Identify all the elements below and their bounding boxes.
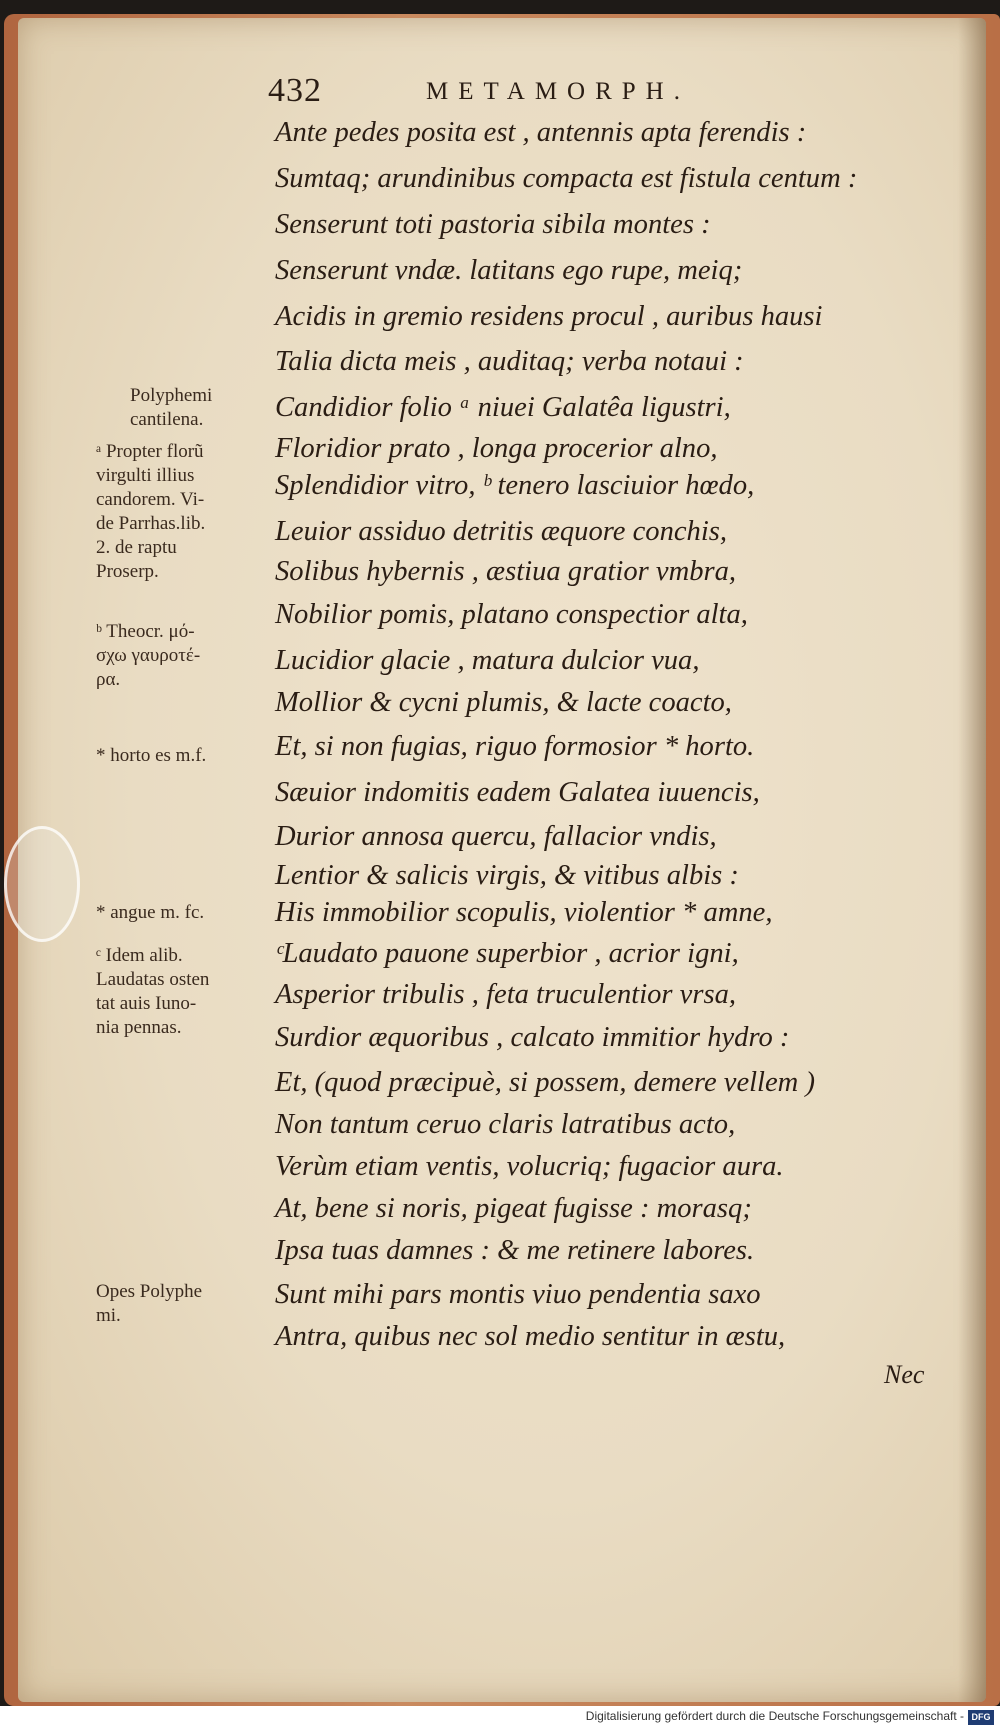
verse-line: Durior annosa quercu, fallacior vndis, (275, 820, 717, 852)
marginal-note-opes: Opes Polyphe mi. (96, 1281, 203, 1326)
verse-line: Senserunt vndæ. latitans ego rupe, meiq; (275, 254, 743, 286)
verse-line: At, bene si noris, pigeat fugisse : morasq; (275, 1192, 752, 1224)
footer-credit: Digitalisierung gefördert durch die Deutsche Forschungsgemeinschaft - (585, 1709, 964, 1723)
verse-line: Ipsa tuas damnes : & me retinere labores. (275, 1234, 755, 1266)
verse-line: Lentior & salicis virgis, & vitibus albis : (275, 859, 739, 891)
verse-line: His immobilior scopulis, violentior * amne, (275, 896, 773, 928)
verse-line: Splendidior vitro, ᵇ tenero lasciuior hœdo, (275, 469, 755, 501)
verse-line: Et, (quod præcipuè, si possem, demere vellem ) (275, 1066, 815, 1098)
catchword: Nec (884, 1360, 925, 1389)
verse-line: Verùm etiam ventis, volucriq; fugacior aura. (275, 1150, 784, 1182)
verse-line: Leuior assiduo detritis æquore conchis, (275, 515, 728, 547)
verse-line: Non tantum ceruo claris latratibus acto, (275, 1108, 736, 1140)
verse-line: Acidis in gremio residens procul , auribus hausi (275, 300, 823, 332)
running-head: METAMORPH. (426, 78, 690, 105)
page-gutter-shadow (958, 18, 986, 1702)
verse-line: Sunt mihi pars montis viuo pendentia saxo (275, 1278, 761, 1310)
marginal-note-c: ᶜ Idem alib. Laudatas osten tat auis Iuno- nia pennas. (96, 945, 210, 1038)
page-number: 432 (268, 72, 322, 109)
page-header (268, 72, 828, 116)
verse-line: Solibus hybernis , æstiua gratior vmbra, (275, 555, 737, 587)
verse-line: ᶜLaudato pauone superbior , acrior igni, (275, 937, 739, 969)
clip-mark (4, 826, 80, 942)
verse-line: Floridior prato , longa procerior alno, (275, 432, 718, 464)
verse-line: Sumtaq; arundinibus compacta est fistula centum : (275, 162, 858, 194)
verse-line: Lucidior glacie , matura dulcior vua, (275, 644, 700, 676)
digitization-footer (0, 1706, 1000, 1729)
marginal-note-polyphemi: Polyphemi cantilena. (130, 385, 213, 430)
marginal-note-a: ᵃ Propter florũ virgulti illius candorem. Vi- de Parrhas.lib. 2. de raptu Proserp. (96, 441, 206, 582)
verse-line: Sæuior indomitis eadem Galatea iuuencis, (275, 776, 760, 808)
dfg-logo: DFG (968, 1710, 994, 1725)
verse-line: Ante pedes posita est , antennis apta ferendis : (275, 116, 807, 148)
verse-line: Nobilior pomis, platano conspectior alta, (275, 598, 748, 630)
verse-line: Talia dicta meis , auditaq; verba notaui : (275, 345, 744, 377)
verse-line: Surdior æquoribus , calcato immitior hydro : (275, 1021, 790, 1053)
verse-line: Mollior & cycni plumis, & lacte coacto, (275, 686, 732, 718)
verse-line: Et, si non fugias, riguo formosior * horto. (275, 730, 755, 762)
verse-line: Candidior folio ᵃ niuei Galatêa ligustri, (275, 391, 731, 423)
verse-line: Antra, quibus nec sol medio sentitur in æstu, (275, 1320, 786, 1352)
marginal-note-horto: * horto es m.f. (96, 745, 207, 766)
marginal-note-b: ᵇ Theocr. μό- σχω γαυροτέ- ρα. (96, 621, 201, 690)
verse-line: Senserunt toti pastoria sibila montes : (275, 208, 711, 240)
verse-line: Asperior tribulis , feta truculentior vrsa, (275, 978, 737, 1010)
marginal-note-angue: * angue m. fc. (96, 902, 205, 923)
